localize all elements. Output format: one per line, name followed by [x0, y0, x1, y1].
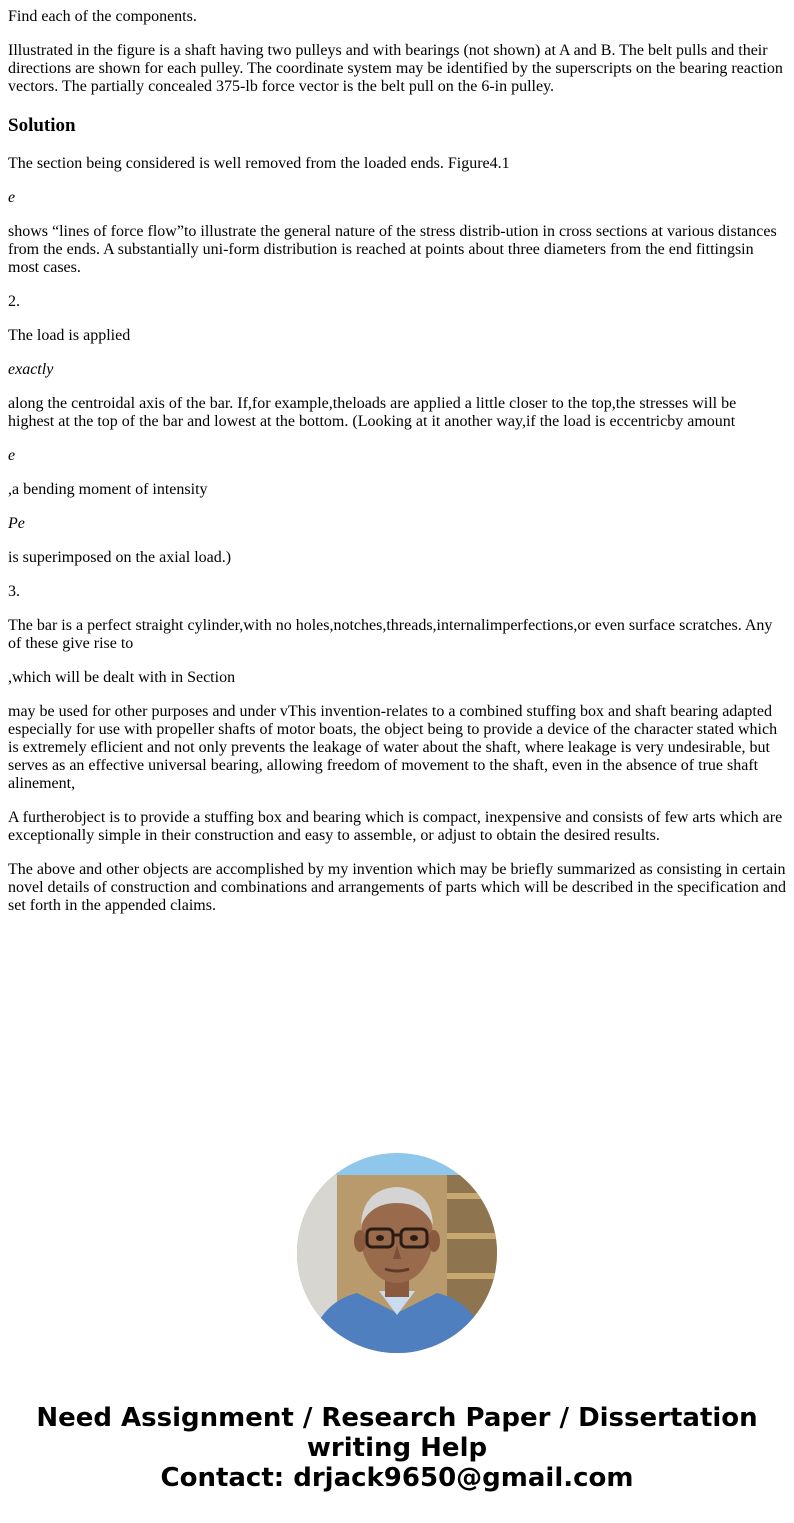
- author-portrait-icon: [297, 1153, 497, 1353]
- paragraph-bending-moment: ,a bending moment of intensity: [8, 481, 208, 498]
- item-number-3: 3.: [8, 583, 20, 600]
- promo-line-2: writing Help: [306, 1433, 488, 1463]
- solution-heading: Solution: [8, 115, 76, 136]
- promo-banner: [0, 1403, 794, 1493]
- item-number-2: 2.: [8, 293, 20, 310]
- paragraph-section-reference: ,which will be dealt with in Section: [8, 669, 236, 686]
- paragraph-load-applied: The load is applied: [8, 327, 131, 344]
- promo-line-1: Need Assignment / Research Paper / Dissertation: [36, 1403, 758, 1433]
- paragraph-superimposed: is superimposed on the axial load.): [8, 549, 232, 566]
- paragraph-force-flow: shows “lines of force flow”to illustrate the general nature of the stress distrib-ution in cross sections at various distances from the ends. A substantially uni-form distribution is reached at points about three diameters from the end fittingsin most cases.: [8, 223, 777, 276]
- promo-contact: Contact: drjack9650@gmail.com: [160, 1463, 634, 1493]
- paragraph-invention: may be used for other purposes and under vThis invention-relates to a combined stuffing box and shaft bearing adapted especially for use with propeller shafts of motor boats, the object being to provide a device of the character stated which is extremely eflicient and not only prevents the leakage of water about the shaft, where leakage is very undesirable, but serves as an effective universal bearing, allowing freedom of movement to the shaft, even in the absence of true shaft alinement,: [8, 703, 778, 792]
- italic-pe: Pe: [8, 515, 25, 532]
- paragraph-perfect-cylinder: The bar is a perfect straight cylinder,with no holes,notches,threads,internalimperfections,or even surface scratches. Any of these give rise to: [8, 617, 773, 652]
- italic-e-1: e: [8, 189, 16, 206]
- paragraph-further-object: A furtherobject is to provide a stuffing box and bearing which is compact, inexpensive and consists of few arts which are exceptionally simple in their construction and easy to assemble, or adjust to obtain the desired results.: [8, 809, 783, 844]
- italic-e-2: e: [8, 447, 16, 464]
- paragraph-centroidal-axis: along the centroidal axis of the bar. If,for example,theloads are applied a little closer to the top,the stresses will be highest at the top of the bar and lowest at the bottom. (Looking at it another way,if the load is eccentricby amount: [8, 395, 737, 430]
- paragraph-above-objects: The above and other objects are accomplished by my invention which may be briefly summarized as consisting in certain novel details of construction and combinations and arrangements of parts which will be described in the specification and set forth in the appended claims.: [8, 861, 786, 914]
- paragraph-section: The section being considered is well removed from the loaded ends. Figure4.1: [8, 155, 510, 172]
- intro-text: Find each of the components.: [8, 8, 197, 25]
- author-avatar: [297, 1153, 497, 1353]
- italic-exactly: exactly: [8, 361, 54, 378]
- problem-statement: Illustrated in the figure is a shaft having two pulleys and with bearings (not shown) at A and B. The belt pulls and their directions are shown for each pulley. The coordinate system may be identified by the superscripts on the bearing reaction vectors. The partially concealed 375-lb force vector is the belt pull on the 6-in pulley.: [8, 42, 783, 95]
